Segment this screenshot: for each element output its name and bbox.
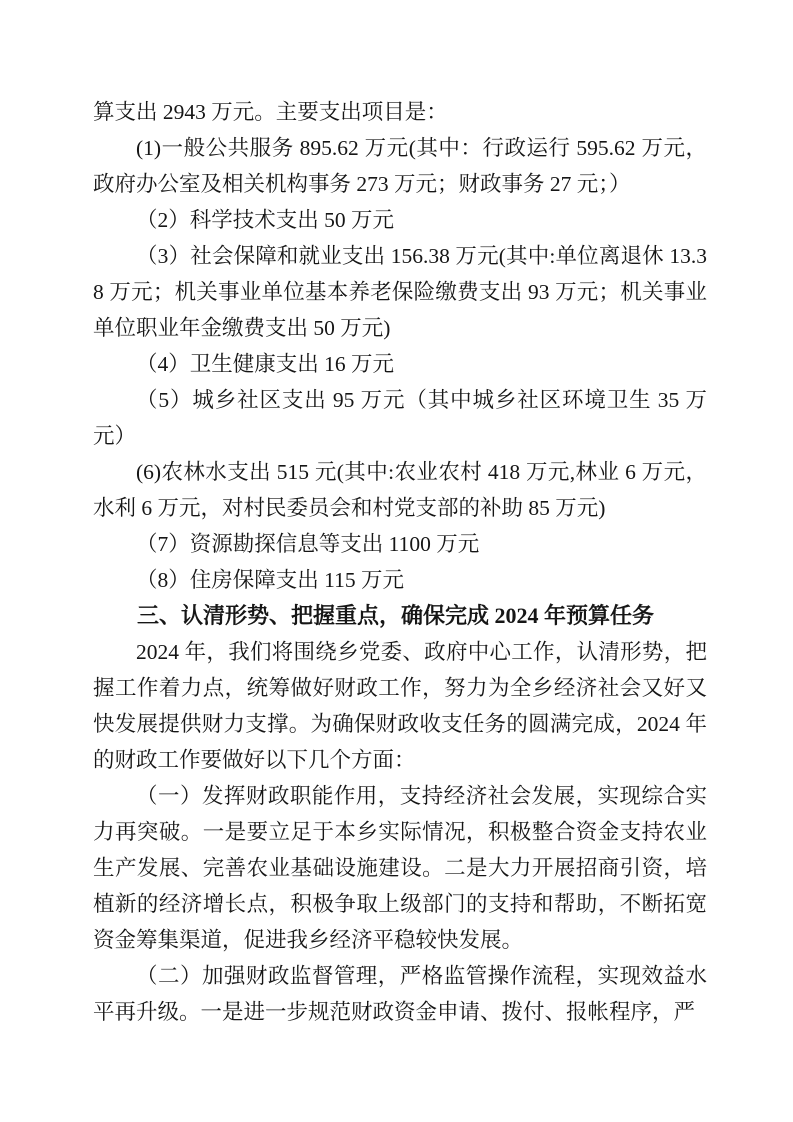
body-paragraph: （二）加强财政监督管理，严格监管操作流程，实现效益水平再升级。一是进一步规范财政资金申请、拨付、报帐程序，严 [93,964,707,1024]
expenditure-item: （7）资源勘探信息等支出 1100 万元 [136,532,480,556]
body-paragraph: 2024 年，我们将围绕乡党委、政府中心工作，认清形势，把握工作着力点，统筹做好财政工作，努力为全乡经济社会又好又快发展提供财力支撑。为确保财政收支任务的圆满完成，2024 年的财政工作要做好以下几个方面： [93,640,707,772]
expenditure-item: (1)一般公共服务 895.62 万元(其中：行政运行 595.62 万元，政府办公室及相关机构事务 273 万元；财政事务 27 元；） [93,136,707,196]
expenditure-item: （4）卫生健康支出 16 万元 [136,352,395,376]
expenditure-item: （8）住房保障支出 115 万元 [136,568,404,592]
expenditure-item: （2）科学技术支出 50 万元 [136,208,395,232]
intro-paragraph: 算支出 2943 万元。主要支出项目是： [93,100,448,124]
expenditure-item: (6)农林水支出 515 元(其中:农业农村 418 万元,林业 6 万元，水利 6 万元，对村民委员会和村党支部的补助 85 万元) [93,460,707,520]
body-paragraph: （一）发挥财政职能作用，支持经济社会发展，实现综合实力再突破。一是要立足于本乡实际情况，积极整合资金支持农业生产发展、完善农业基础设施建设。二是大力开展招商引资，培植新的经济增长点，积极争取上级部门的支持和帮助，不断拓宽资金筹集渠道，促进我乡经济平稳较快发展。 [93,784,707,952]
expenditure-item: （3）社会保障和就业支出 156.38 万元(其中:单位离退休 13.38 万元；机关事业单位基本养老保险缴费支出 93 万元；机关事业单位职业年金缴费支出 50 万元) [93,244,707,340]
section-heading: 三、认清形势、把握重点，确保完成 2024 年预算任务 [137,603,655,628]
expenditure-item: （5）城乡社区支出 95 万元（其中城乡社区环境卫生 35 万元） [93,388,707,448]
